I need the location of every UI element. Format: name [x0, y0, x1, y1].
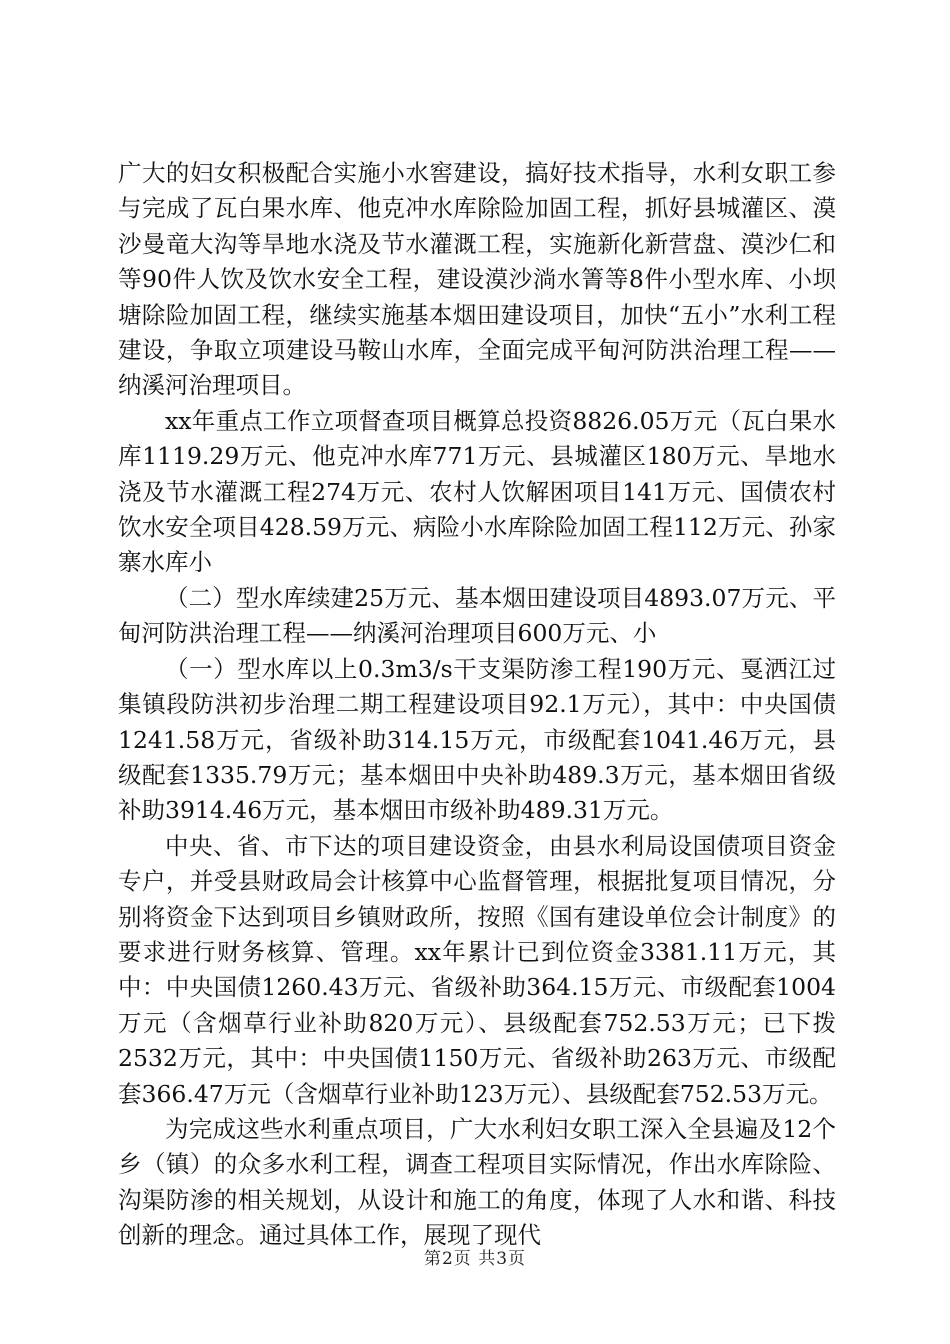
document-body [118, 156, 836, 1254]
paragraph: （一）型水库以上0.3m3/s干支渠防渗工程190万元、戛洒江过集镇段防洪初步治理二期工程建设项目92.1万元），其中：中央国债1241.58万元，省级补助314.15万元，市级配套1041.46万元，县级配套1335.79万元；基本烟田中央补助489.3万元，基本烟田省级补助3914.46万元，基本烟田市级补助489.31万元。 [118, 654, 836, 825]
paragraph: （二）型水库续建25万元、基本烟田建设项目4893.07万元、平甸河防洪治理工程——纳溪河治理项目600万元、小 [118, 583, 836, 648]
paragraph: 广大的妇女积极配合实施小水窖建设，搞好技术指导，水利女职工参与完成了瓦白果水库、他克冲水库除险加固工程，抓好县城灌区、漠沙曼竜大沟等旱地水浇及节水灌溉工程，实施新化新营盘、漠沙仁和等90件人饮及饮水安全工程，建设漠沙淌水箐等8件小型水库、小坝塘除险加固工程，继续实施基本烟田建设项目，加快“五小”水利工程建设，争取立项建设马鞍山水库，全面完成平甸河防洪治理工程——纳溪河治理项目。 [118, 159, 836, 400]
paragraph: 为完成这些水利重点项目，广大水利妇女职工深入全县遍及12个乡（镇）的众多水利工程，调查工程项目实际情况，作出水库除险、沟渠防渗的相关规划，从设计和施工的角度，体现了人水和谐、科技创新的理念。通过具体工作，展现了现代 [118, 1114, 836, 1250]
paragraph: 中央、省、市下达的项目建设资金，由县水利局设国债项目资金专户，并受县财政局会计核算中心监督管理，根据批复项目情况，分别将资金下达到项目乡镇财政所，按照《国有建设单位会计制度》的要求进行财务核算、管理。xx年累计已到位资金3381.11万元，其中：中央国债1260.43万元、省级补助364.15万元、市级配套1004万元（含烟草行业补助820万元）、县级配套752.53万元；已下拨2532万元，其中：中央国债1150万元、省级补助263万元、市级配套366.47万元（含烟草行业补助123万元）、县级配套752.53万元。 [118, 831, 836, 1108]
page-footer: 第2页 共3页 [423, 1249, 527, 1269]
paragraph: xx年重点工作立项督查项目概算总投资8826.05万元（瓦白果水库1119.29万元、他克冲水库771万元、县城灌区180万元、旱地水浇及节水灌溉工程274万元、农村人饮解困项目141万元、国债农村饮水安全项目428.59万元、病险小水库除险加固工程112万元、孙家寨水库小 [118, 406, 836, 577]
